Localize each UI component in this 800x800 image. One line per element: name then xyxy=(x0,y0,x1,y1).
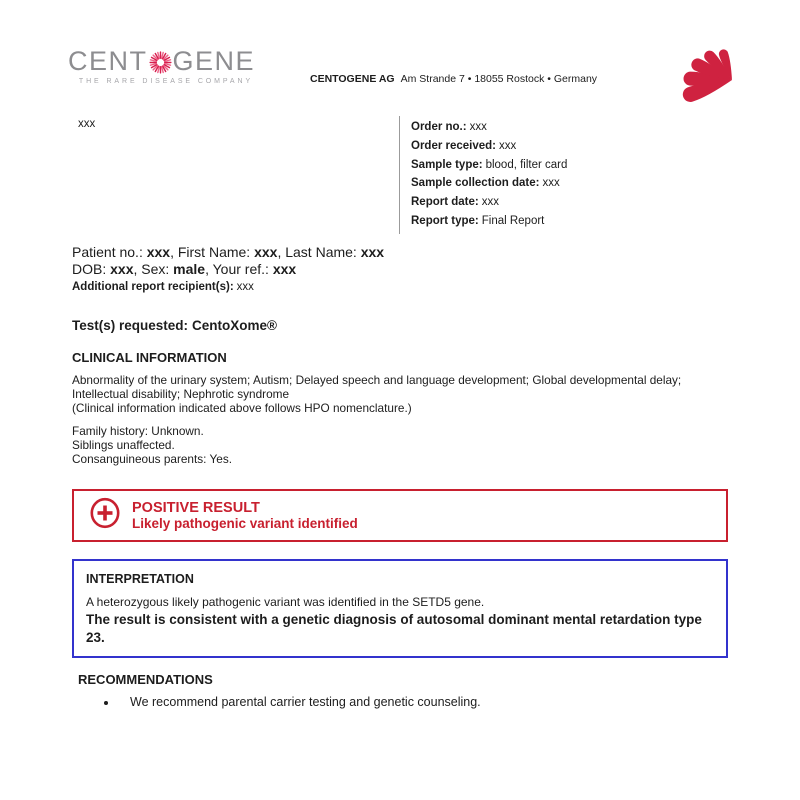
clinical-hpo-terms: Abnormality of the urinary system; Autism; Delayed speech and language development; Global developmental delay; Intellectual disability; Nephrotic syndrome xyxy=(72,373,682,402)
patient-line-2: DOB: xxx, Sex: male, Your ref.: xxx xyxy=(72,260,297,277)
clinical-information-heading: CLINICAL INFORMATION xyxy=(72,350,227,365)
order-value: xxx xyxy=(469,121,487,133)
order-label: Order received: xyxy=(411,139,497,152)
recommendation-item: • We recommend parental carrier testing and genetic counseling. xyxy=(118,695,696,710)
logo-sunburst-icon xyxy=(149,51,172,74)
logo-tagline: THE RARE DISEASE COMPANY xyxy=(78,78,254,85)
order-row xyxy=(411,174,711,193)
order-row xyxy=(411,156,711,175)
logo-text-right: GENE xyxy=(172,46,256,76)
order-value: xxx xyxy=(481,196,499,209)
patient-line-1: Patient no.: xxx, First Name: xxx, Last Name: xxx xyxy=(72,244,385,260)
result-title: POSITIVE RESULT xyxy=(132,500,260,516)
logo-text-left: CENT xyxy=(68,46,148,76)
recipients-value: xxx xyxy=(236,281,254,293)
interpretation-body: A heterozygous likely pathogenic variant was identified in the SETD5 gene. xyxy=(86,595,485,609)
recipients-label: Additional report recipient(s): xyxy=(72,281,234,293)
order-label: Report type: xyxy=(411,214,479,227)
siblings-status: Siblings unaffected. xyxy=(72,437,175,452)
clinical-hpo-note: (Clinical information indicated above follows HPO nomenclature.) xyxy=(72,401,412,416)
order-row xyxy=(411,193,711,212)
clinical-hpo-paragraph xyxy=(72,373,724,416)
order-row xyxy=(411,212,711,231)
recommendations-list xyxy=(96,695,696,710)
clinical-history-paragraph xyxy=(72,425,724,467)
company-address-line xyxy=(310,73,597,85)
tests-requested xyxy=(72,318,277,333)
order-label: Order no.: xyxy=(411,121,467,133)
order-info-panel xyxy=(399,116,711,234)
order-label: Sample collection date: xyxy=(411,177,540,190)
order-label: Sample type: xyxy=(411,158,483,171)
family-history: Family history: Unknown. xyxy=(72,424,204,438)
order-value: xxx xyxy=(499,139,517,152)
recommendations-heading: RECOMMENDATIONS xyxy=(78,672,213,687)
result-subtitle: Likely pathogenic variant identified xyxy=(132,516,358,531)
plus-circle-icon xyxy=(87,495,123,536)
order-value: blood, filter card xyxy=(485,158,568,171)
patient-info xyxy=(72,244,384,277)
order-label: Report date: xyxy=(411,196,479,209)
fan-petals-icon xyxy=(672,44,734,110)
additional-recipients xyxy=(72,281,254,293)
consanguinity-status: Consanguineous parents: Yes. xyxy=(72,451,233,466)
interpretation-panel xyxy=(72,559,728,658)
company-name: CENTOGENE AG xyxy=(310,73,395,85)
company-address: Am Strande 7 • 18055 Rostock • Germany xyxy=(400,73,598,85)
tests-label: Test(s) requested: xyxy=(72,318,189,333)
tests-value: CentoXome® xyxy=(192,318,277,333)
order-row xyxy=(411,137,711,156)
addressee-placeholder: xxx xyxy=(78,118,96,130)
logo-wordmark xyxy=(68,48,255,75)
interpretation-heading: INTERPRETATION xyxy=(86,572,194,586)
result-text xyxy=(132,500,358,531)
order-row xyxy=(411,118,711,137)
positive-result-banner xyxy=(72,489,728,542)
order-value: xxx xyxy=(542,177,560,190)
centogene-logo xyxy=(68,48,255,85)
order-value: Final Report xyxy=(481,214,545,227)
interpretation-conclusion: The result is consistent with a genetic diagnosis of autosomal dominant mental retardation type 23. xyxy=(86,612,702,645)
